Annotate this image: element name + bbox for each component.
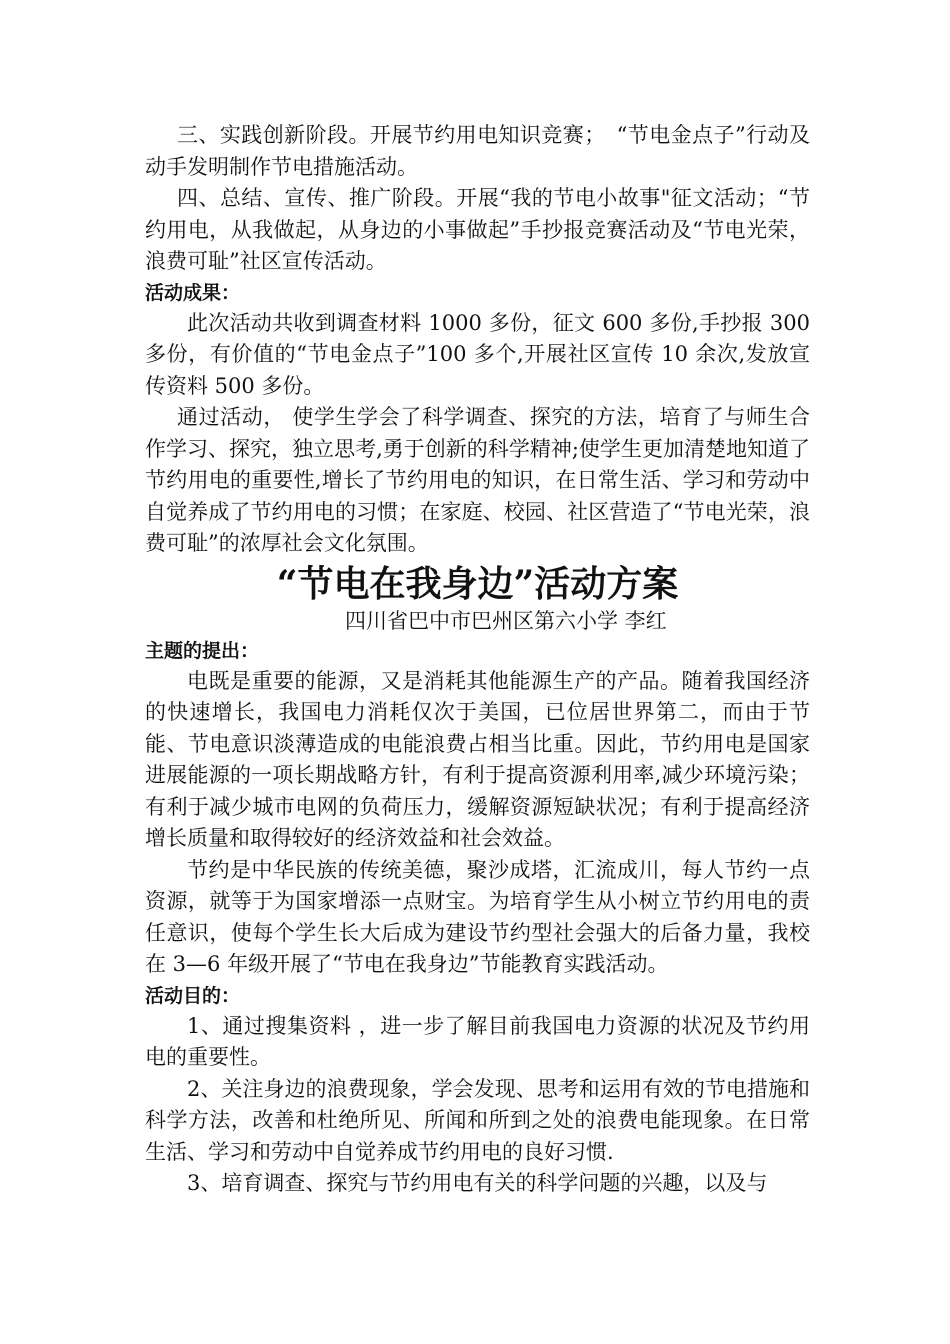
- heading-goals: 活动目的：: [145, 984, 241, 1007]
- heading-topic: 主题的提出：: [145, 639, 260, 662]
- paragraph-stage-4: 四、总结、宣传、推广阶段。开展“我的节电小故事"征文活动；“节约用电，从我做起，从身边的小事做起”手抄报竞赛活动及“节电光荣，浪费可耻”社区宣传活动。: [145, 186, 810, 273]
- paragraph-goal-1: 1、通过搜集资料 ，进一步了解目前我国电力资源的状况及节约用电的重要性。: [145, 1013, 810, 1069]
- paragraph-topic-2: 节约是中华民族的传统美德，聚沙成塔，汇流成川，每人节约一点资源，就等于为国家增添一点财宝。为培育学生从小树立节约用电的责任意识，使每个学生长大后成为建设节约型社会强大的后备力量，我校在 3—6 年级开展了“节电在我身边”节能教育实践活动。: [145, 857, 810, 976]
- paragraph-results-2: 通过活动， 使学生学会了科学调查、探究的方法，培育了与师生合作学习、探究，独立思考,勇于创新的科学精神;使学生更加清楚地知道了节约用电的重要性,增长了节约用电的知识，在日常生活、学习和劳动中自觉养成了节约用电的习惯；在家庭、校园、社区营造了“节电光荣，浪费可耻”的浓厚社会文化氛围。: [145, 405, 810, 555]
- paragraph-results-1: 此次活动共收到调查材料 1000 多份，征文 600 多份,手抄报 300 多份，有价值的“节电金点子”100 多个,开展社区宣传 10 余次,发放宣传资料 500 多份。: [145, 310, 810, 398]
- document-body: [145, 120, 810, 1200]
- paragraph-goal-3: 3、培育调查、探究与节约用电有关的科学问题的兴趣，以及与: [187, 1171, 768, 1195]
- author-byline: 四川省巴中市巴州区第六小学 李红: [345, 608, 667, 633]
- heading-results: 活动成果：: [145, 281, 241, 304]
- paragraph-goal-2: 2、关注身边的浪费现象，学会发现、思考和运用有效的节电措施和科学方法，改善和杜绝所见、所闻和所到之处的浪费电能现象。在日常生活、学习和劳动中自觉养成节约用电的良好习惯.: [145, 1076, 810, 1164]
- paragraph-topic-1: 电既是重要的能源，又是消耗其他能源生产的产品。随着我国经济的快速增长，我国电力消耗仅次于美国，已位居世界第二，而由于节能、节电意识淡薄造成的电能浪费占相当比重。因此，节约用电是国家进展能源的一项长期战略方针，有利于提高资源利用率,减少环境污染；有利于减少城市电网的负荷压力，缓解资源短缺状况；有利于提高经济增长质量和取得较好的经济效益和社会效益。: [145, 668, 810, 850]
- paragraph-stage-3: 三、实践创新阶段。开展节约用电知识竞赛； “节电金点子”行动及动手发明制作节电措施活动。: [145, 123, 810, 179]
- document-title: “节电在我身边”活动方案: [276, 562, 679, 605]
